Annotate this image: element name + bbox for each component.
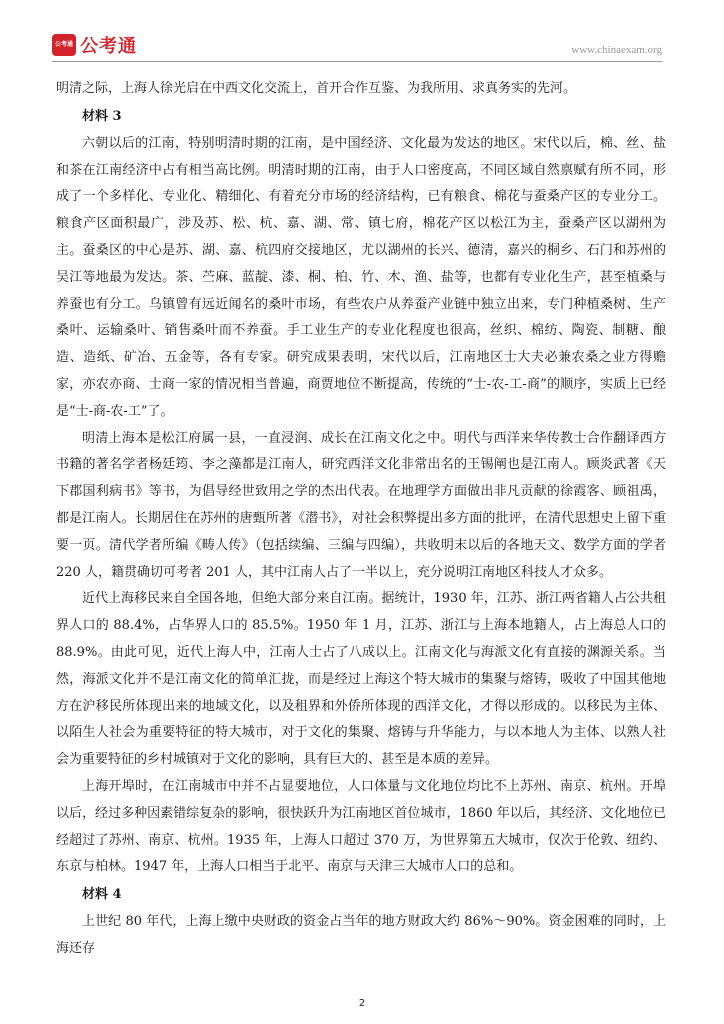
brand-logo xyxy=(52,32,137,58)
paragraph-ming-qing-scholars: 明清上海本是松江府属一县，一直浸润、成长在江南文化之中。明代与西洋来华传教士合作翻译西方书籍的著名学者杨廷筠、李之藻都是江南人，研究西洋文化非常出名的王锡阐也是江南人。顾炎武著《天下郡国利病书》等书，为倡导经世致用之学的杰出代表。在地理学方面做出非凡贡献的徐霞客、顾祖禹，都是江南人。长期居住在苏州的唐甄所著《潜书》，对社会积弊提出多方面的批评，在清代思想史上留下重要一页。清代学者所编《畴人传》（包括续编、三编与四编），共收明末以后的各地天文、数学方面的学者 220 人，籍贯确切可考者 201 人，其中江南人占了一半以上，充分说明江南地区科技人才众多。 xyxy=(56,430,666,580)
paragraph-continuation: 明清之际，上海人徐光启在中西文化交流上，首开合作互鉴、为我所用、求真务实的先河。 xyxy=(56,81,577,96)
logo-text: 公考通 xyxy=(80,36,137,57)
page-header xyxy=(0,0,724,62)
paragraph-port-opening: 上海开埠时，在江南城市中并不占显要地位，人口体量与文化地位均比不上苏州、南京、杭州。开埠以后，经过多种因素错综复杂的影响，很快跃升为江南地区首位城市，1860 年以后，其经济、文化地位已经超过了苏州、南京、杭州。1935 年，上海人口超过 370 万，为世界第五大城市，仅次于伦敦、纽约、东京与柏林。1947 年，上海人口相当于北平、南京与天津三大城市人口的总和。 xyxy=(56,778,666,875)
document-body xyxy=(56,76,666,963)
site-url: www.chinaexam.org xyxy=(571,44,662,56)
paragraph-modern-migration: 近代上海移民来自全国各地，但绝大部分来自江南。据统计，1930 年，江苏、浙江两省籍人占公共租界人口的 88.4%，占华界人口的 85.5%。1950 年 1 月，江苏、浙江与上海本地籍人，占上海总人口的 88.9%。由此可见，近代上海人中，江南人士占了八成以上。江南文化与海派文化有直接的渊源关系。当然，海派文化并不是江南文化的简单汇拢，而是经过上海这个特大城市的集聚与熔铸，吸收了中国其他地方在沪移民所体现出来的地域文化，以及租界和外侨所体现的西洋文化，才得以形成的。以移民为主体、以陌生人社会为重要特征的特大城市，对于文化的集聚、熔铸与升华能力，与以本地人为主体、以熟人社会为重要特征的乡村城镇对于文化的影响，具有巨大的、甚至是本质的差异。 xyxy=(56,591,666,768)
section-heading-material-3: 材料 3 xyxy=(82,108,122,124)
paragraph-jiangnan-economy: 六朝以后的江南，特别明清时期的江南，是中国经济、文化最为发达的地区。宋代以后，棉、丝、盐和茶在江南经济中占有相当高比例。明清时期的江南，由于人口密度高，不同区域自然禀赋有所不同，形成了一个多样化、专业化、精细化、有着充分市场的经济结构，已有粮食、棉花与蚕桑产区的专业分工。粮食产区面积最广，涉及苏、松、杭、嘉、湖、常、镇七府，棉花产区以松江为主，蚕桑产区以湖州为主。蚕桑区的中心是苏、湖、嘉、杭四府交接地区，尤以湖州的长兴、德清，嘉兴的桐乡、石门和苏州的吴江等地最为发达。茶、苎麻、蓝靛、漆、桐、柏、竹、木、渔、盐等，也都有专业化生产，甚至植桑与养蚕也有分工。乌镇曾有远近闻名的桑叶市场，有些农户从养蚕产业链中独立出来，专门种植桑树、生产桑叶、运输桑叶、销售桑叶而不养蚕。手工业生产的专业化程度也很高，丝织、棉纺、陶瓷、制糖、酿造、造纸、矿冶、五金等，各有专家。研究成果表明，宋代以后，江南地区士大夫必兼农桑之业方得赡家，亦农亦商、士商一家的情况相当普遍，商贾地位不断提高，传统的“士-农-工-商”的顺序，实质上已经是“士-商-农-工”了。 xyxy=(56,135,666,419)
paragraph-1980s-finance: 上世纪 80 年代，上海上缴中央财政的资金占当年的地方财政大约 86%～90%。资金困难的同时，上海还存 xyxy=(56,914,666,956)
logo-badge-icon: 公考通 xyxy=(52,34,76,56)
page-number: 2 xyxy=(358,998,366,1009)
header-divider xyxy=(52,61,662,62)
section-heading-material-4: 材料 4 xyxy=(82,887,122,903)
